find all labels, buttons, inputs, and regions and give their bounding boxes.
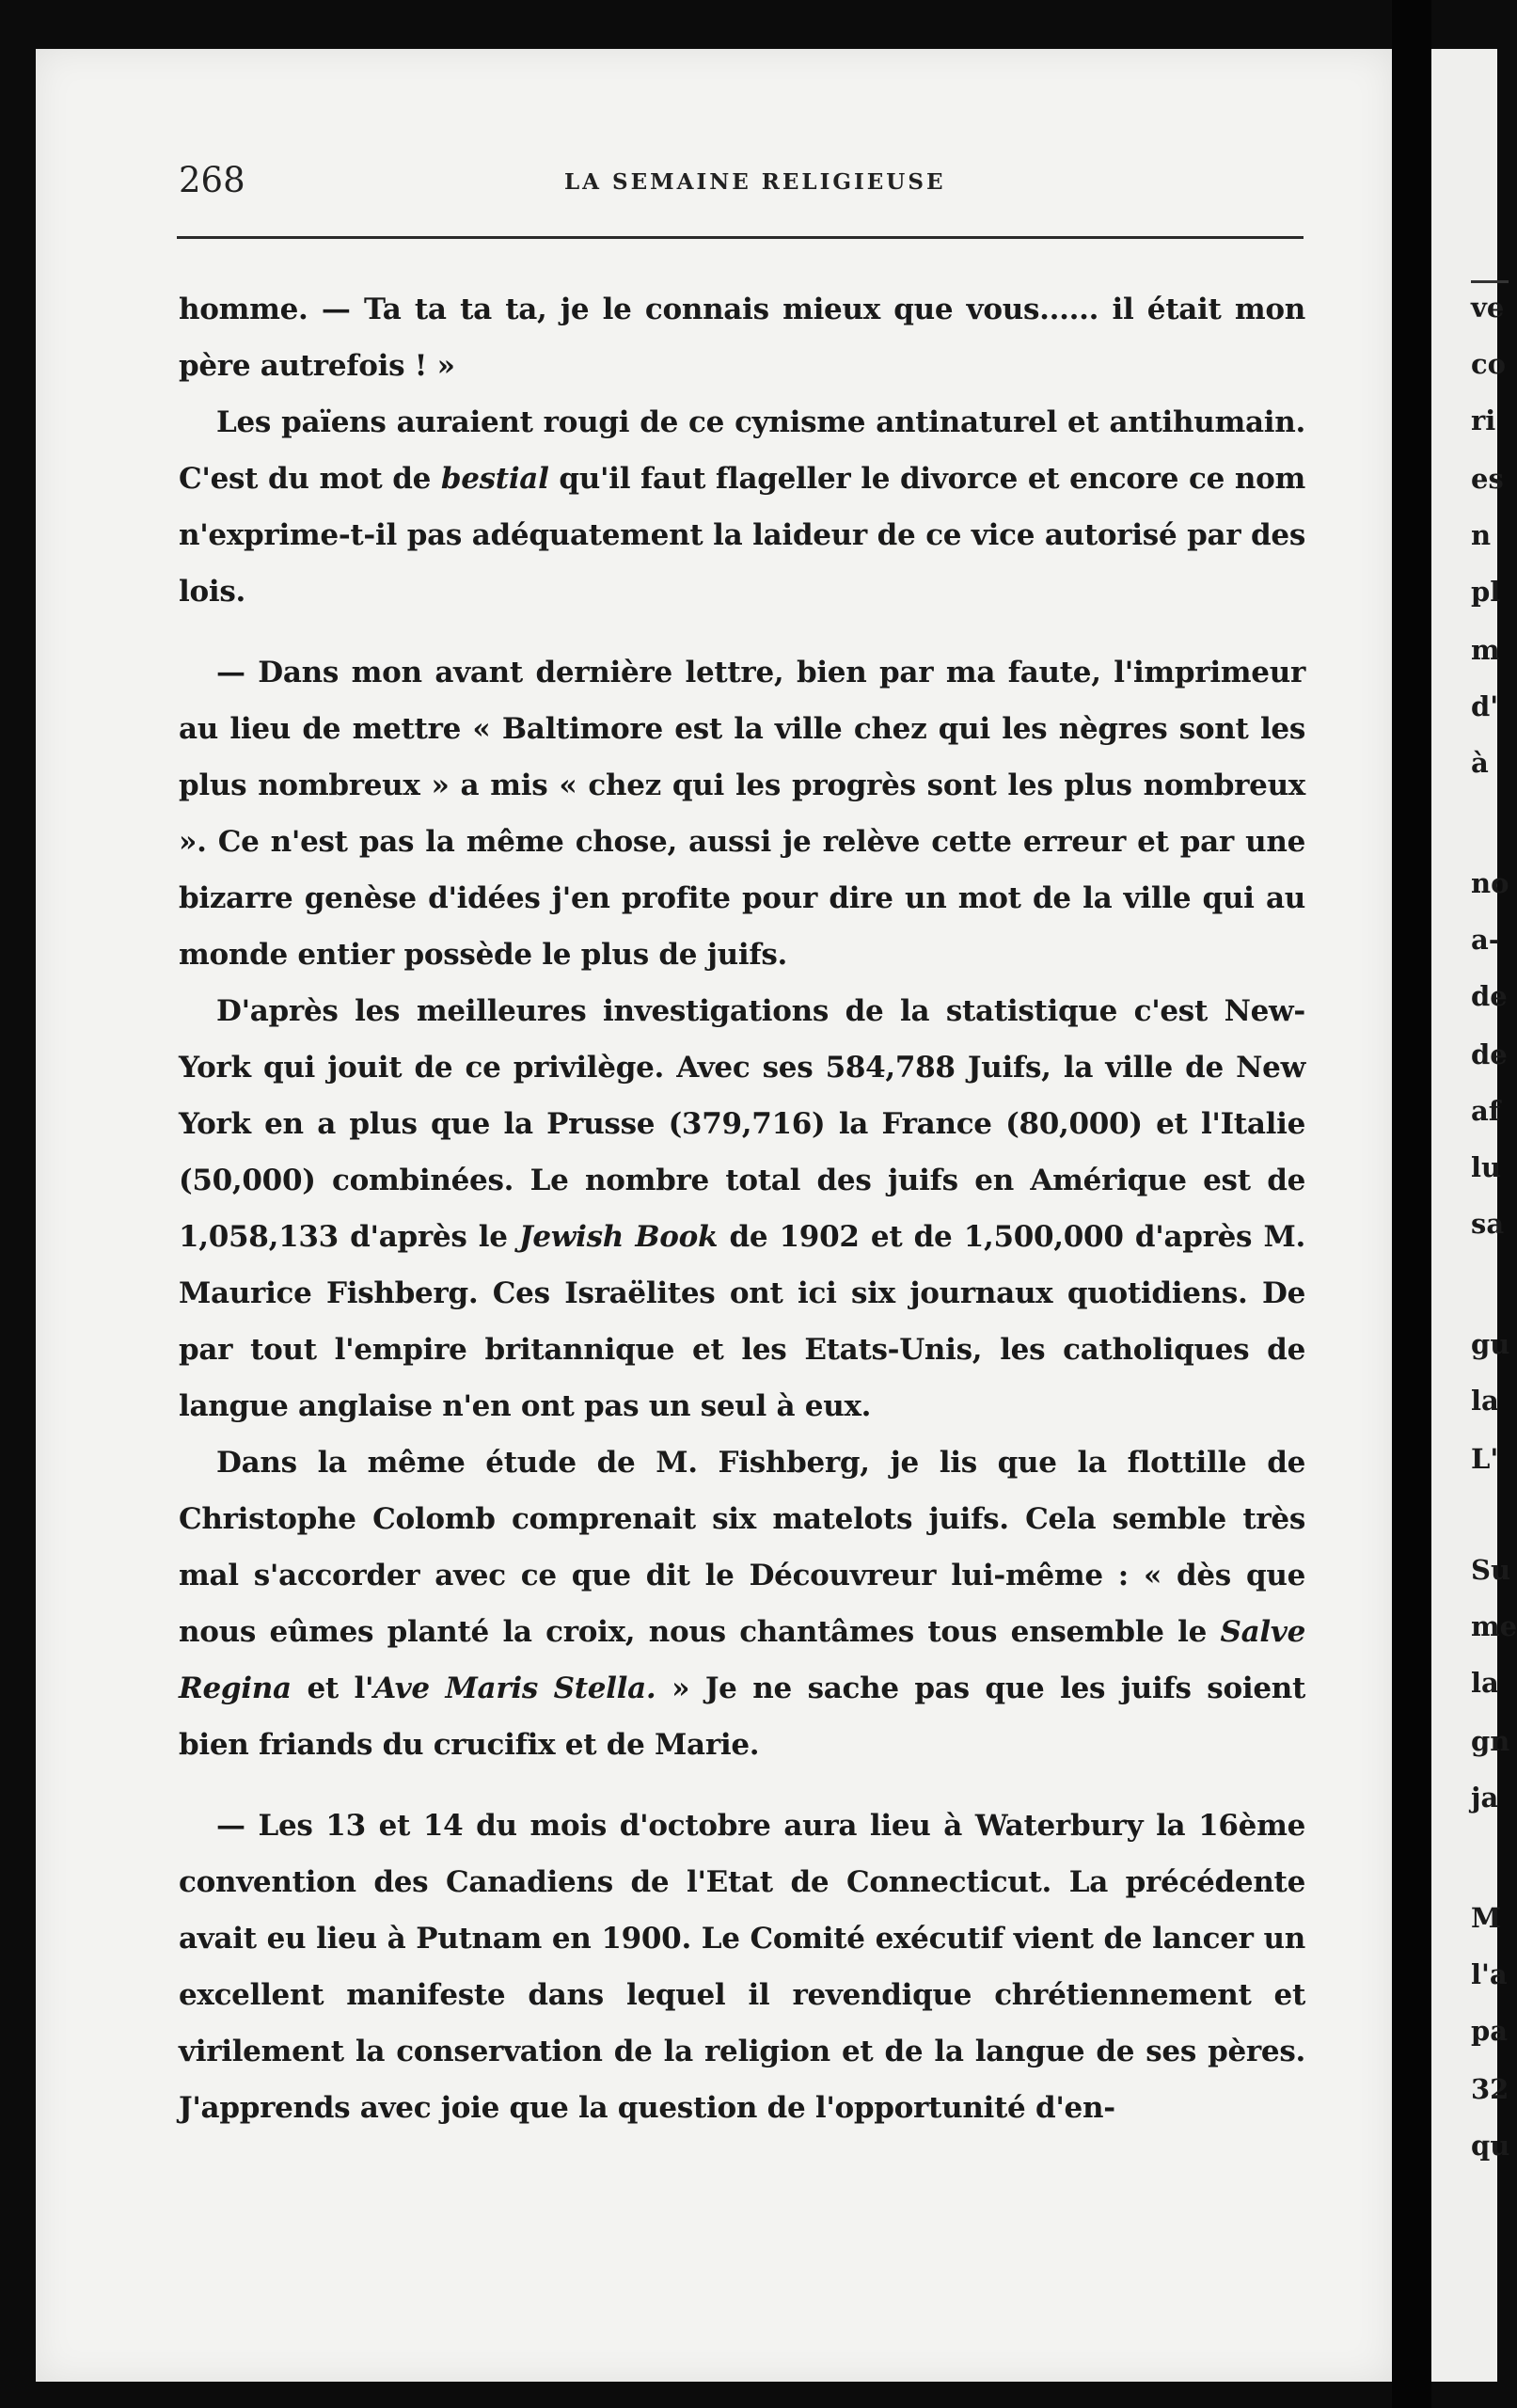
next-page-rule xyxy=(1471,280,1509,283)
next-page-fragment: no xyxy=(1471,867,1509,899)
next-page-fragment: gu xyxy=(1471,1328,1510,1360)
next-page-fragment: L' xyxy=(1471,1443,1499,1475)
next-page-fragment: co xyxy=(1471,348,1507,380)
paragraph-new-york: D'après les meilleures investigations de la statistique c'est New-York qui jouit de ce privilège. Avec ses 584,788 Juifs, la ville de New York en a plus que la Prusse (379,716) la France (80,000) et l'Italie (50,000) combinées. Le nombre total des juifs en Amérique est de 1,058,133 d'après le Jewish Book de 1902 et de 1,500,000 d'après M. Maurice Fishberg. Ces Israëlites ont ici six journaux quotidiens. De par tout l'empire britannique et les Etats-Unis, les catholiques de langue anglaise n'en ont pas un seul à eux. xyxy=(179,994,1306,1423)
next-page-fragment: lu xyxy=(1471,1151,1502,1183)
next-page-fragment: ri xyxy=(1471,404,1496,436)
italic-bestial: bestial xyxy=(440,462,549,496)
next-page-fragment: a- xyxy=(1471,924,1500,956)
next-page-fragment: Su xyxy=(1471,1554,1511,1586)
next-page-fragment: la xyxy=(1471,1385,1499,1417)
next-page-fragment: ja xyxy=(1471,1782,1499,1814)
header-rule xyxy=(177,236,1304,239)
book-gutter xyxy=(1392,0,1431,2408)
next-page-fragment: me xyxy=(1471,1610,1517,1642)
next-page-fragment: es xyxy=(1471,463,1504,495)
next-page-fragment: à xyxy=(1471,747,1489,779)
italic-ave-maris-stella: Ave Maris Stella. xyxy=(373,1671,656,1705)
running-title: LA SEMAINE RELIGIEUSE xyxy=(564,169,946,195)
page-number: 268 xyxy=(179,160,245,200)
page-header xyxy=(179,160,1305,216)
next-page-fragment: qu xyxy=(1471,2130,1510,2162)
paragraph-continuation: homme. — Ta ta ta ta, je le connais mieux que vous...... il était mon père autrefois ! » xyxy=(179,293,1305,383)
next-page-fragment: de xyxy=(1471,980,1508,1012)
scanned-page xyxy=(36,49,1392,2382)
italic-salve-regina: Salve Regina xyxy=(179,1615,1305,1705)
paragraph-columbus: Dans la même étude de M. Fishberg, je lis que la flottille de Christophe Colomb comprenait six matelots juifs. Cela semble très mal s'accorder avec ce que dit le Découvreur lui-même : « dès que nous eûmes planté la croix, nous chantâmes tous ensemble le Salve Regina et l'Ave Maris Stella. » Je ne sache pas que les juifs soient bien friands du crucifix et de Marie. xyxy=(179,1446,1305,1762)
next-page-fragment: ve xyxy=(1471,292,1505,324)
next-page-fragment: 32 xyxy=(1471,2073,1509,2105)
next-page-fragment: sa xyxy=(1471,1208,1505,1240)
next-page-fragment: n xyxy=(1471,519,1492,551)
italic-jewish-book: Jewish Book xyxy=(518,1220,719,1254)
next-page-fragment: M xyxy=(1471,1902,1502,1934)
paragraph-convention: — Les 13 et 14 du mois d'octobre aura lieu à Waterbury la 16ème convention des Canadiens de l'Etat de Connecticut. La précédente avait eu lieu à Putnam en 1900. Le Comité exécutif vient de lancer un excellent manifeste dans lequel il revendique chrétiennement et virilement la conservation de la religion et de la langue de ses pères. J'apprends avec joie que la question de l'opportunité d'en- xyxy=(179,1809,1305,2125)
body-text xyxy=(179,281,1305,2136)
next-page-fragment: gn xyxy=(1471,1725,1510,1757)
next-page-edge xyxy=(1431,49,1517,2382)
next-page-fragment: pa xyxy=(1471,2015,1509,2047)
next-page-fragment: la xyxy=(1471,1667,1499,1699)
next-page-fragment: l'a xyxy=(1471,1958,1508,1990)
paragraph-divorce: Les païens auraient rougi de ce cynisme antinaturel et antihumain. C'est du mot de bestial qu'il faut flageller le divorce et encore ce nom n'exprime-t-il pas adéquatement la laideur de ce vice autorisé par des lois. xyxy=(179,405,1305,609)
next-page-fragment: pl xyxy=(1471,576,1501,608)
next-page-fragment: d' xyxy=(1471,690,1499,722)
paragraph-erratum: — Dans mon avant dernière lettre, bien par ma faute, l'imprimeur au lieu de mettre « Baltimore est la ville chez qui les nègres sont les plus nombreux » a mis « chez qui les progrès sont les plus nombreux ». Ce n'est pas la même chose, aussi je relève cette erreur et par une bizarre genèse d'idées j'en profite pour dire un mot de la ville qui au monde entier possède le plus de juifs. xyxy=(179,656,1305,972)
next-page-fragment: de xyxy=(1471,1038,1508,1070)
next-page-fragment: m xyxy=(1471,634,1500,666)
next-page-fragment: af xyxy=(1471,1095,1501,1127)
